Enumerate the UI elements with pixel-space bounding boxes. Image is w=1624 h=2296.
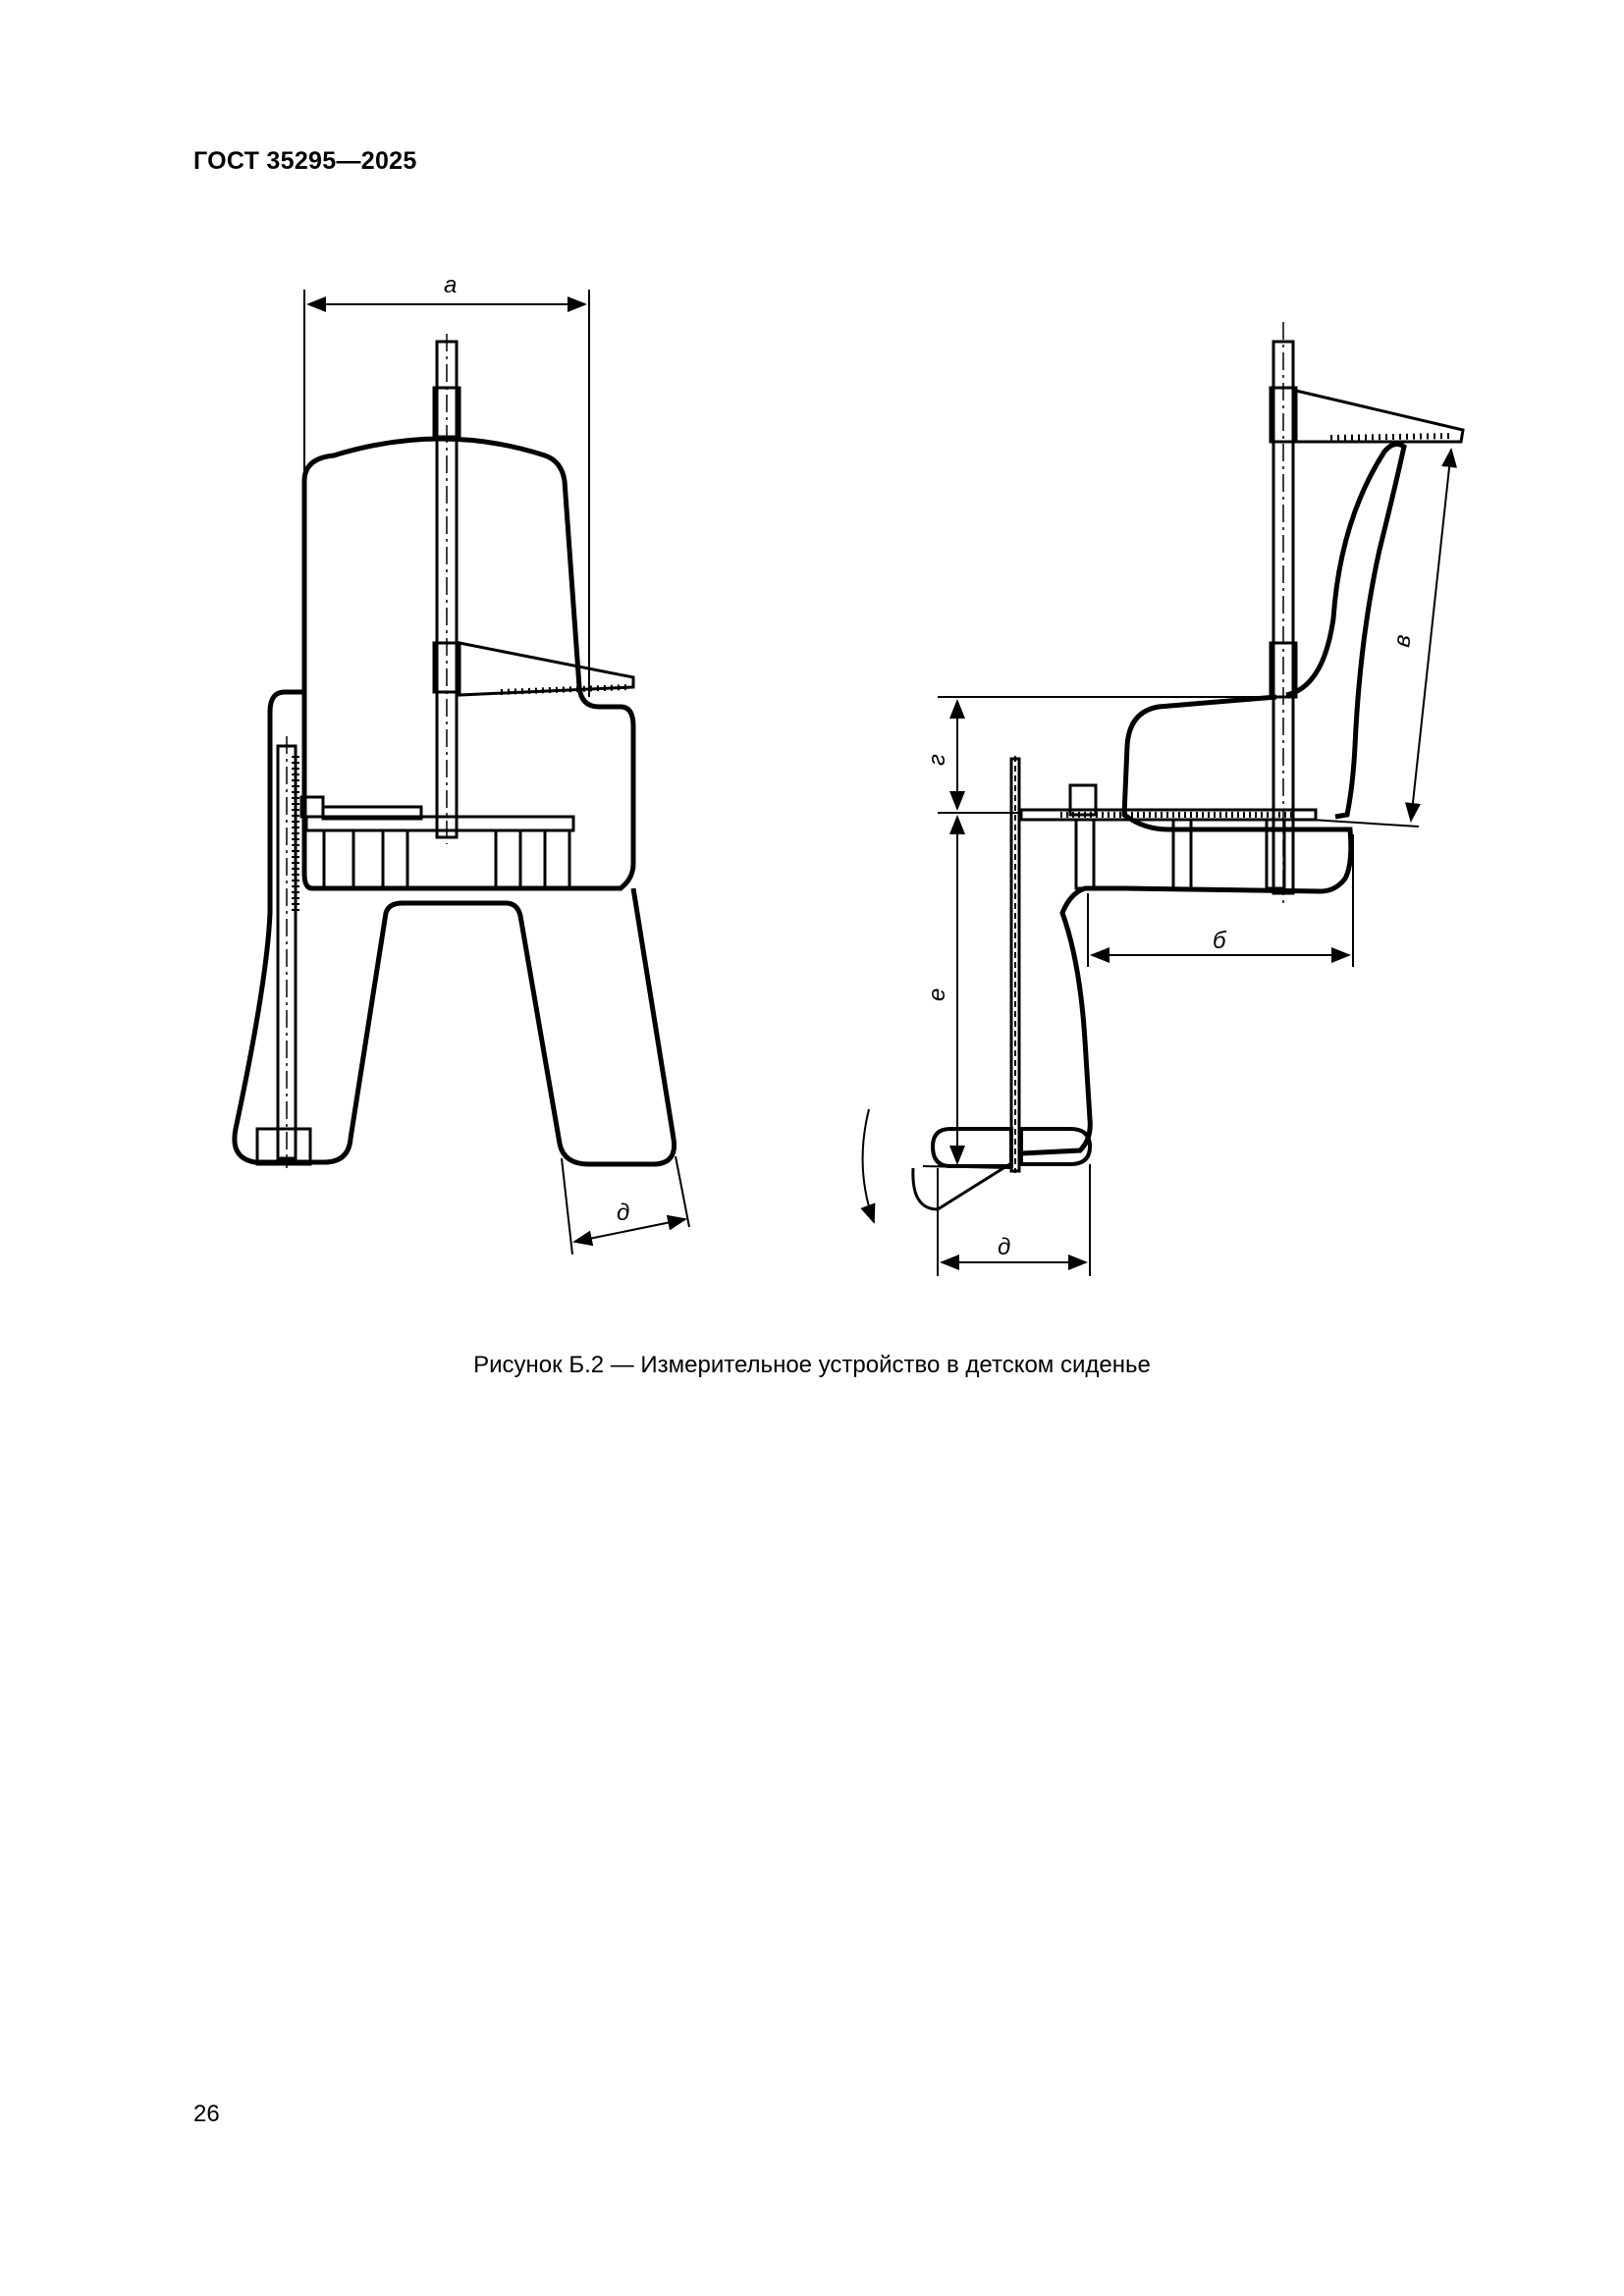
label-a: а [444, 272, 458, 298]
side-view-drawing [863, 322, 1463, 1222]
label-e: е [924, 988, 950, 1001]
dimension-g [938, 697, 1276, 813]
figure-caption: Рисунок Б.2 — Измерительное устройство в детском сиденье [473, 1352, 1151, 1378]
label-b: б [1213, 928, 1226, 954]
front-view-drawing [235, 334, 675, 1168]
dimension-d-right [938, 1164, 1090, 1276]
label-d-right: д [998, 1234, 1011, 1260]
label-d-left: д [617, 1200, 630, 1226]
label-v: в [1388, 633, 1417, 649]
page-number: 26 [193, 2101, 220, 2127]
document-header: ГОСТ 35295—2025 [193, 147, 417, 175]
label-g: г [924, 754, 950, 766]
